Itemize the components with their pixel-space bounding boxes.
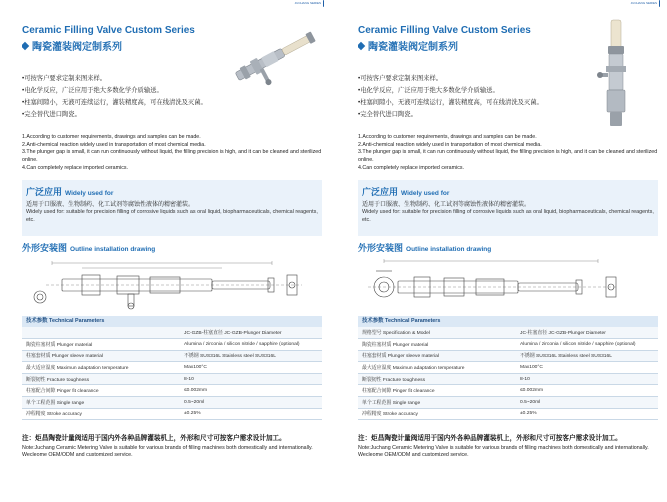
param-value: 不锈钢 SUS316L Stainless steel SUS316L [180, 350, 322, 362]
param-key: 陶瓷柱塞材质 Plunger material [22, 339, 180, 351]
params-header: 技术参数 Technical Parameters [22, 316, 322, 327]
note-en: Note:Juchang Ceramic Metering Valve is suitable for various brands of filling machines both domestically and internationally. Wecleome OEM/ODM and customized service. [358, 445, 649, 459]
valve-product-image [596, 18, 636, 130]
param-value: Alumina / zirconia / silicon nitride / sapphire (optional) [180, 339, 322, 351]
note-cn: 注：炬昌陶瓷计量阀适用于国内外各种品牌灌装机上，外形和尺寸可按客户需求设计加工。 [22, 435, 286, 442]
page-title-cn [358, 38, 458, 53]
param-value: Max100°C [516, 362, 658, 374]
param-key: 冲程精度 Stroke accuracy [22, 408, 180, 420]
table-row [358, 350, 658, 362]
brochure-page-right [358, 0, 660, 502]
brand-logo [620, 0, 660, 10]
table-row [22, 362, 322, 374]
table-row [358, 397, 658, 409]
param-key: 柱塞配合间隙 Pinger fit clearance [22, 385, 180, 397]
feature-line: 2.Anti-chemical reaction widely used in transportation of most chemical media. [358, 141, 542, 148]
param-key: 柱塞套材质 Plunger sleeve material [22, 350, 180, 362]
note-en: Note:Juchang Ceramic Metering Valve is suitable for various brands of filling machines both domestically and internationally. Wecleome OEM/ODM and customized service. [22, 445, 313, 459]
brand-logo-text: JUCHANG SERIES [294, 1, 321, 5]
drawing-title-en: Outline installation drawing [406, 246, 492, 253]
diamond-icon [22, 42, 29, 50]
page-title-cn [22, 38, 122, 53]
bullet-item: •完全替代进口陶瓷。 [358, 111, 417, 118]
drawing-title-cn: 外形安装图 [358, 243, 404, 253]
table-row [358, 373, 658, 385]
table-row [22, 350, 322, 362]
param-key: 最大适应温度 Maximun adaptation temperature [358, 362, 516, 374]
usage-title-cn: 广泛应用 [362, 187, 399, 197]
table-row [358, 339, 658, 351]
page-title-cn-text: 陶瓷灌装阀定制系列 [32, 42, 122, 53]
param-value: 不锈钢 SUS316L Stainless steel SUS316L [516, 350, 658, 362]
param-value: 0.5~20ml [180, 397, 322, 409]
drawing-title-cn: 外形安装图 [22, 243, 68, 253]
feature-line: 1.According to customer requirements, drawings and samples can be made. [22, 134, 201, 140]
param-value: Alumina / zirconia / silicon nitride / sapphire (optional) [516, 339, 658, 351]
outline-drawing [22, 253, 324, 311]
feature-line: 4.Can completely replace imported ceramics. [358, 164, 464, 171]
bullet-item: •可按客户要求定制来图来样。 [358, 75, 443, 82]
params-table [358, 327, 658, 420]
feature-line: 4.Can completely replace imported ceramics. [22, 164, 128, 171]
table-row [22, 373, 322, 385]
feature-line: 3.The plunger gap is small, it can run continuously without liquid, the filling precision is high, and it can be cleaned and sterilized online. [22, 149, 322, 164]
page-title-en: Ceramic Filling Valve Custom Series [22, 25, 195, 36]
table-row [22, 408, 322, 420]
param-key: 单个工程范围 Single range [358, 397, 516, 409]
param-value: JC-柱塞直径 JC-GZB-Plunger Diameter [516, 327, 658, 339]
usage-title-en: Widely used for [65, 190, 114, 197]
usage-text-en: Widely used for: suitable for precision filling of corrosive liquids such as oral liquid, biopharmaceuticals, chemical reagents, etc. [362, 209, 654, 223]
table-row [358, 327, 658, 339]
param-key: 规格型号 Specification & Model [358, 327, 516, 339]
feature-line: 2.Anti-chemical reaction widely used in transportation of most chemical media. [22, 141, 206, 148]
params-table [22, 327, 322, 420]
usage-title-en: Widely used for [401, 190, 450, 197]
bullet-item: •电化学反应，广泛应用于绝大多数化学介质输送。 [22, 87, 163, 94]
brand-logo-icon [323, 0, 324, 7]
diamond-icon [358, 42, 365, 50]
table-row [358, 362, 658, 374]
feature-line: 3.The plunger gap is small, it can run continuously without liquid, the filling precision is high, and it can be cleaned and sterilized online. [358, 149, 658, 164]
param-key: 陶瓷柱塞材质 Plunger material [358, 339, 516, 351]
note-cn: 注：炬昌陶瓷计量阀适用于国内外各种品牌灌装机上，外形和尺寸可按客户需求设计加工。 [358, 435, 622, 442]
bullet-item: •柱塞间隙小，无液可连续运行，灌装精度高，可在线清洗及灭菌。 [358, 99, 543, 106]
table-row [358, 385, 658, 397]
usage-text-en: Widely used for: suitable for precision filling of corrosive liquids such as oral liquid, biopharmaceuticals, chemical reagents, etc. [26, 209, 318, 223]
param-value: 8-10 [516, 373, 658, 385]
param-value: JC-GZB-柱塞直径 JC-GZB-Plunger Diameter [180, 327, 322, 339]
param-value: ±0.25% [180, 408, 322, 420]
param-key: 柱塞套材质 Plunger sleeve material [358, 350, 516, 362]
param-key: 断裂韧性 Fracture toughness [358, 373, 516, 385]
bullet-item: •可按客户要求定制来图来样。 [22, 75, 107, 82]
feature-list-en [22, 134, 324, 173]
params-header: 技术参数 Technical Parameters [358, 316, 658, 327]
table-row [22, 397, 322, 409]
param-key: 断裂韧性 Fracture toughness [22, 373, 180, 385]
bullet-item: •柱塞间隙小，无液可连续运行，灌装精度高，可在线清洗及灭菌。 [22, 99, 207, 106]
table-row [22, 327, 322, 339]
feature-list-en [358, 134, 660, 173]
param-key: 柱塞配合间隙 Pinger fit clearance [358, 385, 516, 397]
feature-bullets-cn [22, 73, 262, 121]
brochure-page-left [22, 0, 324, 502]
table-row [358, 408, 658, 420]
page-title-en: Ceramic Filling Valve Custom Series [358, 25, 531, 36]
table-row [22, 339, 322, 351]
usage-text-cn: 适用于口服液、生物制药、化工试剂等腐蚀性液体的精密灌装。 [26, 202, 195, 208]
usage-title [26, 185, 113, 198]
feature-line: 1.According to customer requirements, drawings and samples can be made. [358, 134, 537, 140]
bullet-item: •完全替代进口陶瓷。 [22, 111, 81, 118]
usage-title [362, 185, 449, 198]
param-value: 8-10 [180, 373, 322, 385]
param-value: Max100°C [180, 362, 322, 374]
usage-text-cn: 适用于口服液、生物制药、化工试剂等腐蚀性液体的精密灌装。 [362, 202, 531, 208]
param-key: 最大适应温度 Maximun adaptation temperature [22, 362, 180, 374]
usage-title-cn: 广泛应用 [26, 187, 63, 197]
feature-bullets-cn [358, 73, 598, 121]
outline-drawing [358, 253, 660, 311]
param-key: 单个工程范围 Single range [22, 397, 180, 409]
param-value: 0.5~20ml [516, 397, 658, 409]
param-value: ±0.25% [516, 408, 658, 420]
brand-logo-icon [659, 0, 660, 7]
param-key: 冲程精度 Stroke accuracy [358, 408, 516, 420]
drawing-title-en: Outline installation drawing [70, 246, 156, 253]
usage-section [22, 180, 322, 236]
usage-section [358, 180, 658, 236]
param-key [22, 327, 180, 339]
brand-logo-text: JUCHANG SERIES [630, 1, 657, 5]
param-value: ≤0.002mm [180, 385, 322, 397]
brand-logo [284, 0, 324, 10]
param-value: ≤0.002mm [516, 385, 658, 397]
page-title-cn-text: 陶瓷灌装阀定制系列 [368, 42, 458, 53]
table-row [22, 385, 322, 397]
bullet-item: •电化学反应，广泛应用于绝大多数化学介质输送。 [358, 87, 499, 94]
